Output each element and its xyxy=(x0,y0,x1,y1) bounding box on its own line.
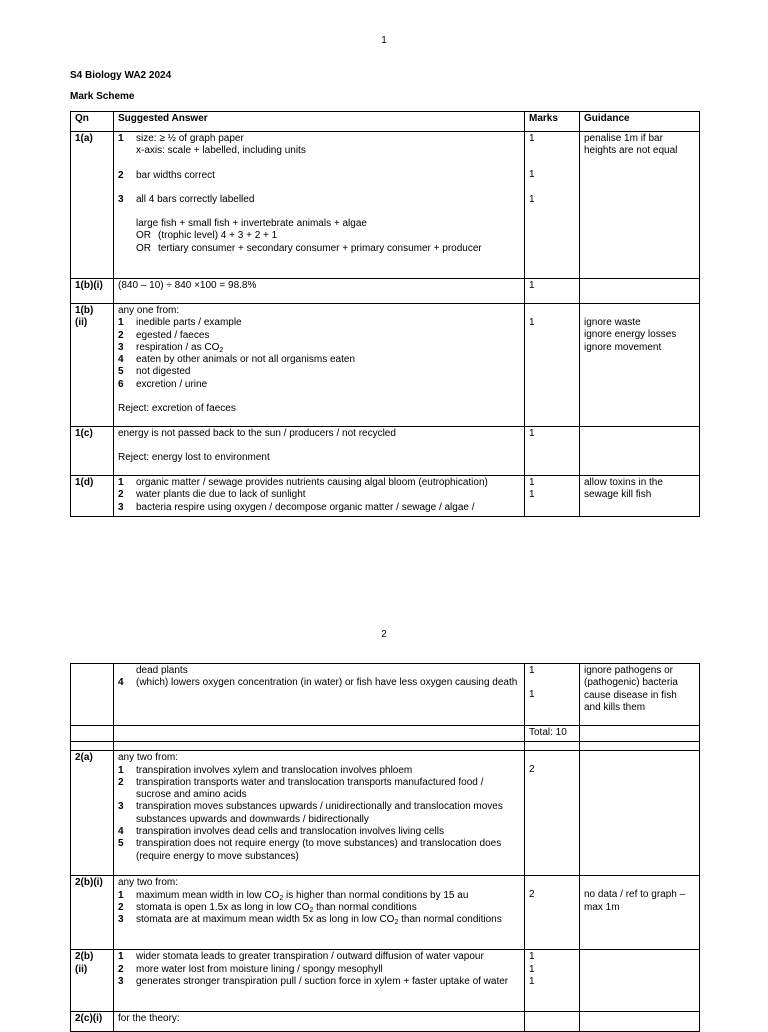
item-number: 3 xyxy=(118,501,124,513)
answer-cell xyxy=(114,476,525,517)
question-number-part: 2(b) xyxy=(75,951,94,963)
item-number: 1 xyxy=(118,889,124,901)
item-number: 2 xyxy=(118,901,124,913)
marks-cell xyxy=(525,1012,580,1032)
empty-cell xyxy=(71,742,114,751)
answer-text: than normal conditions xyxy=(313,901,417,913)
question-number xyxy=(71,304,114,427)
answer-intro: any two from: xyxy=(118,752,179,764)
item-number: 3 xyxy=(118,975,124,987)
item-number: 1 xyxy=(118,951,124,963)
page-number: 1 xyxy=(381,35,387,46)
marks-cell xyxy=(525,304,580,427)
question-number: 2(b)(i) xyxy=(71,876,114,950)
answer-text: more water lost from moisture lining / spongy mesophyll xyxy=(136,963,383,975)
answer-text: bar widths correct xyxy=(136,169,215,181)
table-row xyxy=(71,304,700,427)
answer-text: excretion / urine xyxy=(136,378,208,390)
reject-note: Reject: excretion of faeces xyxy=(118,403,236,415)
document-title: S4 Biology WA2 2024 xyxy=(70,70,172,81)
header-suggested-answer: Suggested Answer xyxy=(114,112,525,132)
item-number: 6 xyxy=(118,378,124,390)
table-row xyxy=(71,476,700,517)
total-marks: Total: 10 xyxy=(525,726,580,742)
answer-text: stomata is open 1.5x as long in low CO xyxy=(136,901,310,913)
answer-text: transpiration moves substances upwards / unidirectionally and translocation moves substances upwards and downwards / bidirectionally xyxy=(136,801,503,825)
table-row xyxy=(71,876,700,950)
item-number: 2 xyxy=(118,489,124,501)
mark-value: 1 xyxy=(529,963,535,975)
table-row xyxy=(71,664,700,726)
answer-cell xyxy=(114,304,525,427)
or-label: OR xyxy=(136,230,151,242)
guidance-text: ignore waste xyxy=(584,317,641,328)
mark-value: 1 xyxy=(529,477,535,488)
marks-cell xyxy=(525,751,580,876)
answer-cell xyxy=(114,132,525,279)
item-number: 3 xyxy=(118,341,124,353)
header-qn: Qn xyxy=(71,112,114,132)
answer-text: bacteria respire using oxygen / decompose organic matter / sewage / algae / xyxy=(136,501,475,513)
marks-cell: 1 xyxy=(525,279,580,304)
item-number: 2 xyxy=(118,169,124,181)
table-row xyxy=(71,132,700,279)
answer-text: transpiration transports water and translocation transports manufactured food / sucrose and amino acids xyxy=(136,776,484,801)
empty-cell xyxy=(525,742,580,751)
guidance-cell: ignore pathogens or (pathogenic) bacteria cause disease in fish and kills them xyxy=(580,664,700,726)
question-number: 2(c)(i) xyxy=(71,1012,114,1032)
mark-value: 1 xyxy=(529,133,535,144)
header-guidance: Guidance xyxy=(580,112,700,132)
answer-text: inedible parts / example xyxy=(136,317,242,329)
answer-text: (which) lowers oxygen concentration (in water) or fish have less oxygen causing death xyxy=(136,677,518,689)
guidance-text: ignore energy losses xyxy=(584,329,677,341)
answer-text: maximum mean width in low CO xyxy=(136,889,280,901)
marks-cell xyxy=(525,950,580,1012)
answer-text: tertiary consumer + secondary consumer + primary consumer + producer xyxy=(158,242,482,254)
item-number: 2 xyxy=(118,329,124,341)
item-number: 2 xyxy=(118,963,124,975)
mark-value: 1 xyxy=(529,665,535,676)
answer-text: wider stomata leads to greater transpiration / outward diffusion of water vapour xyxy=(136,951,484,963)
empty-cell xyxy=(114,726,525,742)
subscript: 2 xyxy=(394,919,399,927)
empty-cell xyxy=(580,726,700,742)
answer-text: generates stronger transpiration pull / suction force in xylem + faster uptake of water xyxy=(136,975,509,987)
guidance-text: no data / ref to graph – max 1m xyxy=(584,889,686,913)
mark-scheme-table xyxy=(70,111,700,517)
guidance-cell xyxy=(580,304,700,427)
subscript: 2 xyxy=(219,346,224,354)
mark-value: 1 xyxy=(529,169,535,181)
question-number-part: 1(b) xyxy=(75,305,94,316)
guidance-cell xyxy=(580,1012,700,1032)
table-header-row xyxy=(71,112,700,132)
question-number: 1(d) xyxy=(71,476,114,517)
table-row xyxy=(71,751,700,876)
answer-text: eaten by other animals or not all organisms eaten xyxy=(136,354,356,366)
answer-text: x-axis: scale + labelled, including units xyxy=(136,145,306,157)
answer-text: transpiration involves xylem and translocation involves phloem xyxy=(136,764,413,776)
question-number: 2(a) xyxy=(71,751,114,876)
mark-value: 2 xyxy=(529,764,535,776)
guidance-cell: penalise 1m if bar heights are not equal xyxy=(580,132,700,279)
mark-scheme-table xyxy=(70,663,700,1032)
table-row xyxy=(71,1012,700,1032)
item-number: 5 xyxy=(118,838,124,850)
answer-cell xyxy=(114,950,525,1012)
page-number: 2 xyxy=(381,629,387,640)
mark-value: 1 xyxy=(529,489,535,501)
item-number: 3 xyxy=(118,914,124,926)
answer-text: dead plants xyxy=(136,665,188,676)
answer-text: transpiration does not require energy (to move substances) and translocation does (require energy to move substances) xyxy=(136,838,502,862)
answer-text: (trophic level) 4 + 3 + 2 + 1 xyxy=(158,230,278,242)
empty-cell xyxy=(114,742,525,751)
guidance-cell xyxy=(580,751,700,876)
answer-text: energy is not passed back to the sun / producers / not recycled xyxy=(118,428,396,439)
answer-text: egested / faeces xyxy=(136,329,210,341)
document-subtitle: Mark Scheme xyxy=(70,91,135,102)
spacer-row xyxy=(71,742,700,751)
answer-cell xyxy=(114,751,525,876)
subscript: 2 xyxy=(279,894,284,902)
item-number: 4 xyxy=(118,354,124,366)
subscript: 2 xyxy=(309,906,314,914)
answer-cell: (840 – 10) ÷ 840 ×100 = 98.8% xyxy=(114,279,525,304)
answer-text: respiration / as CO xyxy=(136,341,220,353)
question-number xyxy=(71,664,114,726)
guidance-cell: allow toxins in the sewage kill fish xyxy=(580,476,700,517)
item-number: 1 xyxy=(118,133,124,144)
answer-intro: any one from: xyxy=(118,305,180,316)
answer-text: size: ≥ ½ of graph paper xyxy=(136,133,244,144)
answer-cell xyxy=(114,427,525,476)
mark-value: 1 xyxy=(529,951,535,963)
item-number: 3 xyxy=(118,801,124,813)
question-number xyxy=(71,950,114,1012)
reject-note: Reject: energy lost to environment xyxy=(118,452,270,464)
guidance-cell xyxy=(580,950,700,1012)
answer-cell xyxy=(114,664,525,726)
marks-cell: 1 xyxy=(525,427,580,476)
header-marks: Marks xyxy=(525,112,580,132)
mark-value: 1 xyxy=(529,193,535,205)
answer-intro: any two from: xyxy=(118,877,179,889)
question-number: 1(b)(i) xyxy=(71,279,114,304)
mark-value: 1 xyxy=(529,317,535,328)
table-row xyxy=(71,279,700,304)
answer-text: large fish + small fish + invertebrate animals + algae xyxy=(136,218,367,230)
table-row xyxy=(71,726,700,742)
answer-text: water plants die due to lack of sunlight xyxy=(136,489,306,501)
answer-cell xyxy=(114,876,525,950)
guidance-cell xyxy=(580,279,700,304)
mark-value: 1 xyxy=(529,689,535,701)
marks-cell xyxy=(525,132,580,279)
question-number: 1(a) xyxy=(71,132,114,279)
answer-text: stomata are at maximum mean width 5x as long in low CO xyxy=(136,914,395,926)
item-number: 1 xyxy=(118,477,124,488)
item-number: 5 xyxy=(118,366,124,378)
item-number: 4 xyxy=(118,826,124,838)
or-label: OR xyxy=(136,242,151,254)
question-number: 1(c) xyxy=(71,427,114,476)
answer-text: not digested xyxy=(136,366,191,378)
answer-cell: for the theory: xyxy=(114,1012,525,1032)
empty-cell xyxy=(71,726,114,742)
marks-cell xyxy=(525,476,580,517)
guidance-cell xyxy=(580,427,700,476)
table-row xyxy=(71,950,700,1012)
marks-cell xyxy=(525,664,580,726)
item-number: 1 xyxy=(118,764,124,776)
item-number: 1 xyxy=(118,317,124,329)
item-number: 4 xyxy=(118,677,124,689)
table-row xyxy=(71,427,700,476)
empty-cell xyxy=(580,742,700,751)
answer-text: organic matter / sewage provides nutrients causing algal bloom (eutrophication) xyxy=(136,477,488,488)
answer-text: transpiration involves dead cells and translocation involves living cells xyxy=(136,826,444,838)
mark-value: 2 xyxy=(529,889,535,901)
mark-value: 1 xyxy=(529,975,535,987)
item-number: 3 xyxy=(118,193,124,205)
guidance-cell xyxy=(580,876,700,950)
question-number-part: (ii) xyxy=(75,963,88,975)
answer-text: than normal conditions xyxy=(398,914,502,926)
answer-text: all 4 bars correctly labelled xyxy=(136,193,255,205)
answer-text: is higher than normal conditions by 15 au xyxy=(283,889,469,901)
question-number-part: (ii) xyxy=(75,317,88,329)
guidance-text: ignore movement xyxy=(584,341,662,353)
marks-cell xyxy=(525,876,580,950)
item-number: 2 xyxy=(118,776,124,788)
